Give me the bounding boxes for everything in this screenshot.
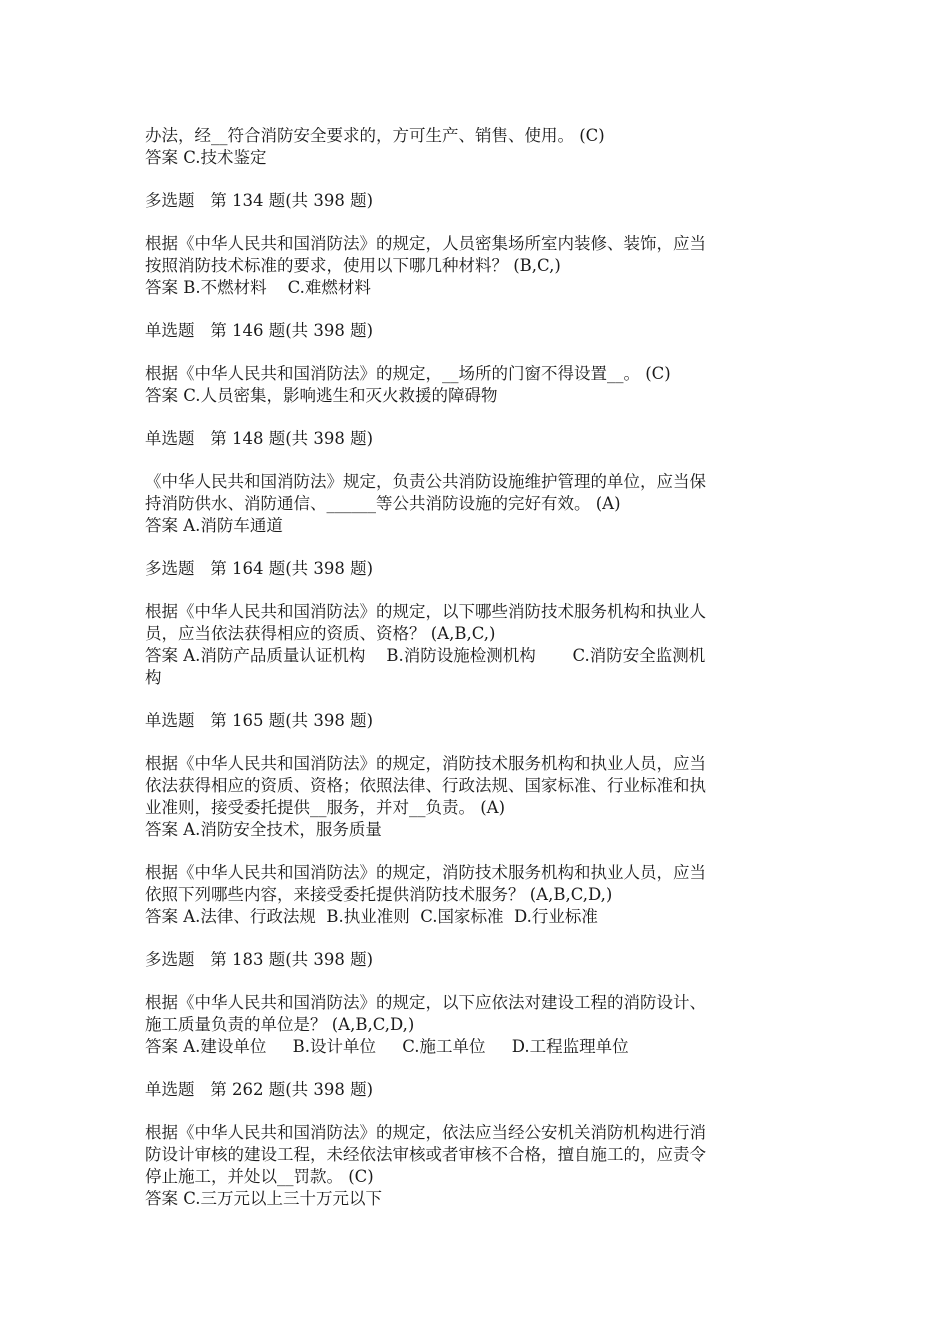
question-block [145, 428, 820, 537]
question-block [145, 558, 820, 689]
question-header: 单选题 第 146 题(共 398 题) [145, 321, 374, 340]
question-block [145, 862, 820, 928]
question-header: 单选题 第 165 题(共 398 题) [145, 711, 374, 730]
question-header: 多选题 第 134 题(共 398 题) [145, 191, 374, 210]
question-stem: 按照消防技术标准的要求，使用以下哪几种材料？ (B,C,) [145, 256, 561, 275]
answer-line: 答案 B.不燃材料 C.难燃材料 [145, 278, 371, 297]
question-stem: 根据《中华人民共和国消防法》的规定，__场所的门窗不得设置__。 (C) [145, 364, 671, 383]
question-stem: 根据《中华人民共和国消防法》的规定，人员密集场所室内装修、装饰，应当 [145, 234, 706, 253]
question-block [145, 1079, 820, 1210]
question-stem: 根据《中华人民共和国消防法》的规定，消防技术服务机构和执业人员，应当 [145, 754, 706, 773]
question-header: 单选题 第 148 题(共 398 题) [145, 429, 374, 448]
answer-line: 答案 A.法律、行政法规 B.执业准则 C.国家标准 D.行业标准 [145, 907, 598, 926]
answer-line-continued: 构 [145, 668, 162, 687]
document-page [145, 125, 820, 1210]
question-block [145, 710, 820, 841]
question-stem: 根据《中华人民共和国消防法》的规定，以下应依法对建设工程的消防设计、 [145, 993, 706, 1012]
question-block [145, 320, 820, 407]
question-stem: 施工质量负责的单位是？ (A,B,C,D,) [145, 1015, 415, 1034]
answer-line: 答案 C.人员密集，影响逃生和灭火救援的障碍物 [145, 386, 498, 405]
answer-line: 答案 C.三万元以上三十万元以下 [145, 1189, 383, 1208]
answer-line: 答案 C.技术鉴定 [145, 148, 267, 167]
question-stem: 办法，经__符合消防安全要求的，方可生产、销售、使用。 (C) [145, 126, 605, 145]
answer-line: 答案 A.消防产品质量认证机构 B.消防设施检测机构 C.消防安全监测机 [145, 646, 706, 665]
question-stem: 停止施工，并处以__罚款。 (C) [145, 1167, 374, 1186]
question-stem: 员，应当依法获得相应的资质、资格？ (A,B,C,) [145, 624, 496, 643]
question-stem: 根据《中华人民共和国消防法》的规定，依法应当经公安机关消防机构进行消 [145, 1123, 706, 1142]
question-stem: 防设计审核的建设工程，未经依法审核或者审核不合格，擅自施工的，应责令 [145, 1145, 706, 1164]
question-stem: 依照下列哪些内容，来接受委托提供消防技术服务？ (A,B,C,D,) [145, 885, 613, 904]
question-stem: 业准则，接受委托提供__服务，并对__负责。 (A) [145, 798, 506, 817]
question-block [145, 949, 820, 1058]
question-block [145, 125, 820, 169]
answer-line: 答案 A.建设单位 B.设计单位 C.施工单位 D.工程监理单位 [145, 1037, 629, 1056]
question-stem: 根据《中华人民共和国消防法》的规定，消防技术服务机构和执业人员，应当 [145, 863, 706, 882]
question-stem: 根据《中华人民共和国消防法》的规定，以下哪些消防技术服务机构和执业人 [145, 602, 706, 621]
answer-line: 答案 A.消防车通道 [145, 516, 283, 535]
question-stem: 持消防供水、消防通信、______等公共消防设施的完好有效。 (A) [145, 494, 621, 513]
question-stem: 依法获得相应的资质、资格；依照法律、行政法规、国家标准、行业标准和执 [145, 776, 706, 795]
question-header: 单选题 第 262 题(共 398 题) [145, 1080, 374, 1099]
answer-line: 答案 A.消防安全技术，服务质量 [145, 820, 382, 839]
question-header: 多选题 第 164 题(共 398 题) [145, 559, 374, 578]
question-header: 多选题 第 183 题(共 398 题) [145, 950, 374, 969]
question-stem: 《中华人民共和国消防法》规定，负责公共消防设施维护管理的单位，应当保 [145, 472, 706, 491]
question-block [145, 190, 820, 299]
